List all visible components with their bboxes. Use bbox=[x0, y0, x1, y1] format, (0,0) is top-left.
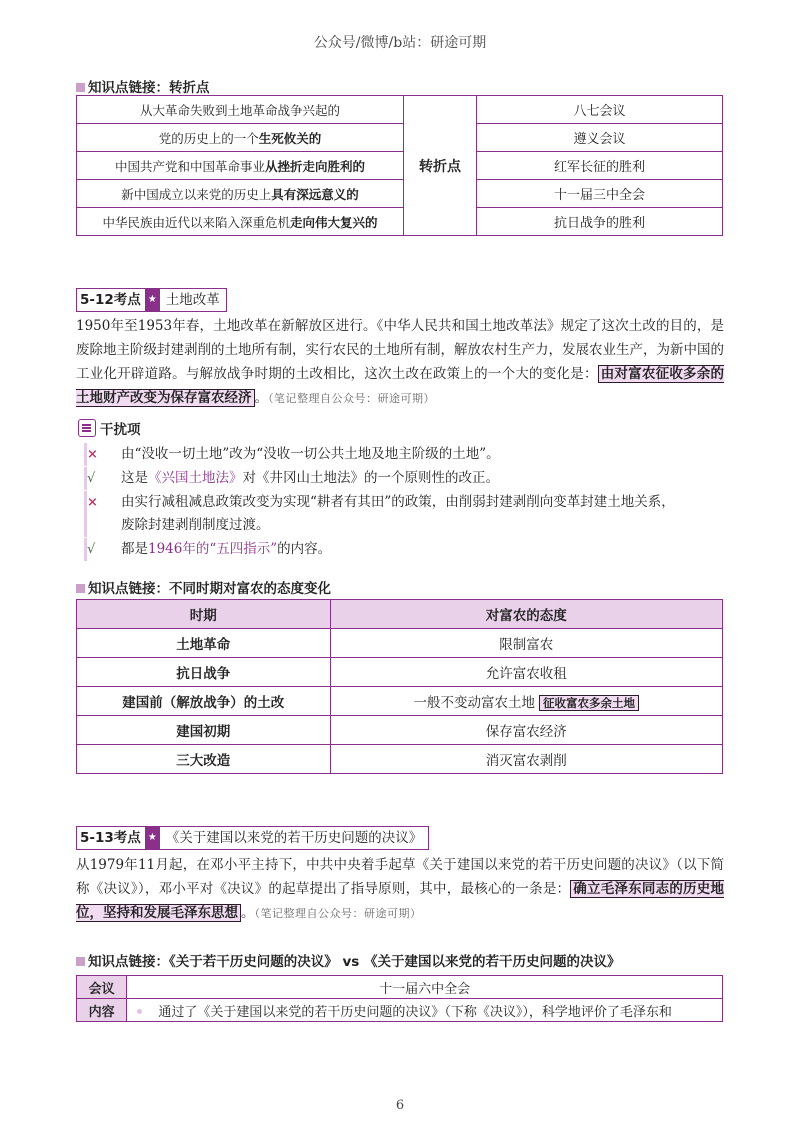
table-row bbox=[77, 152, 723, 180]
bullet-dot-icon bbox=[137, 1009, 142, 1014]
table-cell: 抗日战争 bbox=[77, 658, 331, 687]
list-item-text bbox=[121, 467, 727, 490]
table-cell: 抗日战争的胜利 bbox=[477, 208, 723, 236]
distractors-heading bbox=[78, 418, 141, 438]
table-cell: 十一届六中全会 bbox=[127, 976, 723, 999]
rich-peasant-table bbox=[76, 599, 723, 774]
source-note: （笔记整理自公众号：研途可期） bbox=[254, 907, 422, 920]
table-cell: 八七会议 bbox=[477, 96, 723, 124]
table-row bbox=[77, 999, 723, 1022]
table-cell: 三大改造 bbox=[77, 745, 331, 774]
link-title-text: 知识点链接：《关于若干历史问题的决议》 vs 《关于建国以来党的若干历史问题的决议》 bbox=[88, 954, 621, 970]
table-cell bbox=[330, 687, 722, 716]
table-cell: 消灭富农剥削 bbox=[330, 745, 722, 774]
annotation-tag: 征收富农多余土地 bbox=[539, 695, 639, 711]
text-line-2: 废除封建剥削制度过渡。 bbox=[121, 517, 270, 533]
table-cell: 建国初期 bbox=[77, 716, 331, 745]
table-cell: 从大革命失败到土地革命战争兴起的 bbox=[77, 96, 404, 124]
table-row bbox=[77, 716, 723, 745]
table-cell: 建国前（解放战争）的土改 bbox=[77, 687, 331, 716]
list-item-text bbox=[121, 491, 727, 537]
table-cell: 土地革命 bbox=[77, 629, 331, 658]
resolution-paragraph bbox=[76, 853, 724, 926]
purple-text: 《兴国土地法》 bbox=[148, 470, 243, 486]
checklist-icon bbox=[78, 419, 96, 437]
table-row bbox=[77, 629, 723, 658]
section-title-text: 《关于建国以来党的若干历史问题的决议》 bbox=[165, 830, 423, 846]
text-pre: 这是 bbox=[121, 470, 148, 486]
resolutions-table bbox=[76, 975, 723, 1022]
section-number: 5-13考点 bbox=[80, 830, 141, 846]
content-text: 通过了《关于建国以来党的若干历史问题的决议》（下称《决议》），科学地评价了毛泽东和 bbox=[158, 1004, 672, 1020]
list-item-text: 由“没收一切土地”改为“没收一切公共土地及地主阶级的土地”。 bbox=[121, 446, 500, 462]
cross-icon: × bbox=[87, 447, 98, 462]
text-post: 对《井冈山土地法》的一个原则性的改正。 bbox=[242, 470, 499, 486]
table-row bbox=[77, 745, 723, 774]
table-cell: 十一届三中全会 bbox=[477, 180, 723, 208]
list-item bbox=[84, 467, 727, 490]
table-cell: 遵义会议 bbox=[477, 124, 723, 152]
text-post: 的内容。 bbox=[277, 541, 332, 557]
source-note: （笔记整理自公众号：研途可期） bbox=[268, 392, 435, 405]
table-row bbox=[77, 687, 723, 716]
table-cell: 限制富农 bbox=[330, 629, 722, 658]
distractors-title: 干扰项 bbox=[100, 422, 141, 438]
list-item bbox=[84, 538, 727, 561]
text-line-1: 由实行减租减息政策改变为实现“耕者有其田”的政策，由削弱封建剥削向变革封建土地关系， bbox=[121, 494, 675, 510]
check-icon: √ bbox=[87, 471, 96, 486]
link-title-resolutions bbox=[76, 950, 620, 970]
column-header-attitude: 对富农的态度 bbox=[330, 600, 722, 629]
paragraph-end: 。 bbox=[241, 905, 255, 921]
page-header: 公众号/微博/b站：研途可期 bbox=[313, 35, 487, 51]
square-bullet-icon bbox=[76, 957, 85, 966]
link-title-text: 知识点链接：转折点 bbox=[88, 80, 210, 96]
row-label-content: 内容 bbox=[77, 999, 127, 1022]
cross-icon: × bbox=[87, 495, 98, 510]
square-bullet-icon bbox=[76, 584, 85, 593]
table-row bbox=[77, 976, 723, 999]
column-header-period: 时期 bbox=[77, 600, 331, 629]
land-reform-paragraph bbox=[76, 314, 724, 411]
paragraph-text: 从1979年11月起，在邓小平主持下，中共中央着手起草《关于建国以来党的若干历史问题的决议》（以下简称《决议》），邓小平对《决议》的起草提出了指导原则，其中，最核心的一条是： bbox=[76, 857, 724, 897]
highlighted-key-point: 由对富农征收多余的土地财产改变为保存富农经济 bbox=[76, 366, 725, 406]
text-pre: 都是 bbox=[121, 541, 148, 557]
table-cell: 中华民族由近代以来陷入深重危机走向伟大复兴的 bbox=[77, 208, 404, 236]
table-row bbox=[77, 208, 723, 236]
table-cell: 党的历史上的一个生死攸关的 bbox=[77, 124, 404, 152]
table-cell: 中国共产党和中国革命事业从挫折走向胜利的 bbox=[77, 152, 404, 180]
star-icon: ★ bbox=[145, 827, 160, 849]
purple-text: 1946年的“五四指示” bbox=[148, 541, 278, 557]
section-title-5-12 bbox=[76, 288, 227, 312]
list-item bbox=[84, 443, 727, 466]
link-title-text: 知识点链接：不同时期对富农的态度变化 bbox=[88, 581, 331, 597]
star-icon: ★ bbox=[145, 289, 160, 311]
section-title-text: 土地改革 bbox=[165, 292, 220, 308]
table-row bbox=[77, 180, 723, 208]
table-cell: 保存富农经济 bbox=[330, 716, 722, 745]
link-title-turning-points bbox=[76, 76, 210, 96]
list-item-text bbox=[121, 538, 727, 561]
paragraph-text: 1950年至1953年春，土地改革在新解放区进行。《中华人民共和国土地改革法》规定了这次土改的目的，是废除地主阶级封建剥削的土地所有制，实行农民的土地所有制，解放农村生产力，发展农业生产，为新中国的工业化开辟道路。与解放战争时期的土改相比，这次土改在政策上的一个大的变化是： bbox=[76, 318, 724, 382]
table-cell bbox=[127, 999, 723, 1022]
table-cell: 允许富农收租 bbox=[330, 658, 722, 687]
page-number: 6 bbox=[395, 1098, 405, 1113]
attitude-text: 一般不变动富农土地 bbox=[413, 695, 536, 711]
row-label-meeting: 会议 bbox=[77, 976, 127, 999]
table-header-row bbox=[77, 600, 723, 629]
highlighted-key-point: 确立毛泽东同志的历史地位，坚持和发展毛泽东思想 bbox=[76, 881, 724, 921]
section-number: 5-12考点 bbox=[80, 292, 141, 308]
check-icon: √ bbox=[87, 542, 96, 557]
table-cell: 新中国成立以来党的历史上具有深远意义的 bbox=[77, 180, 404, 208]
table-row bbox=[77, 124, 723, 152]
table-row bbox=[77, 96, 723, 124]
square-bullet-icon bbox=[76, 83, 85, 92]
list-item bbox=[84, 491, 727, 537]
section-title-5-13 bbox=[76, 826, 429, 850]
paragraph-end: 。 bbox=[254, 390, 268, 406]
table-cell: 红军长征的胜利 bbox=[477, 152, 723, 180]
turning-points-table bbox=[76, 95, 723, 236]
table-row bbox=[77, 658, 723, 687]
link-title-rich-peasant bbox=[76, 577, 331, 597]
turning-point-label: 转折点 bbox=[404, 96, 477, 236]
